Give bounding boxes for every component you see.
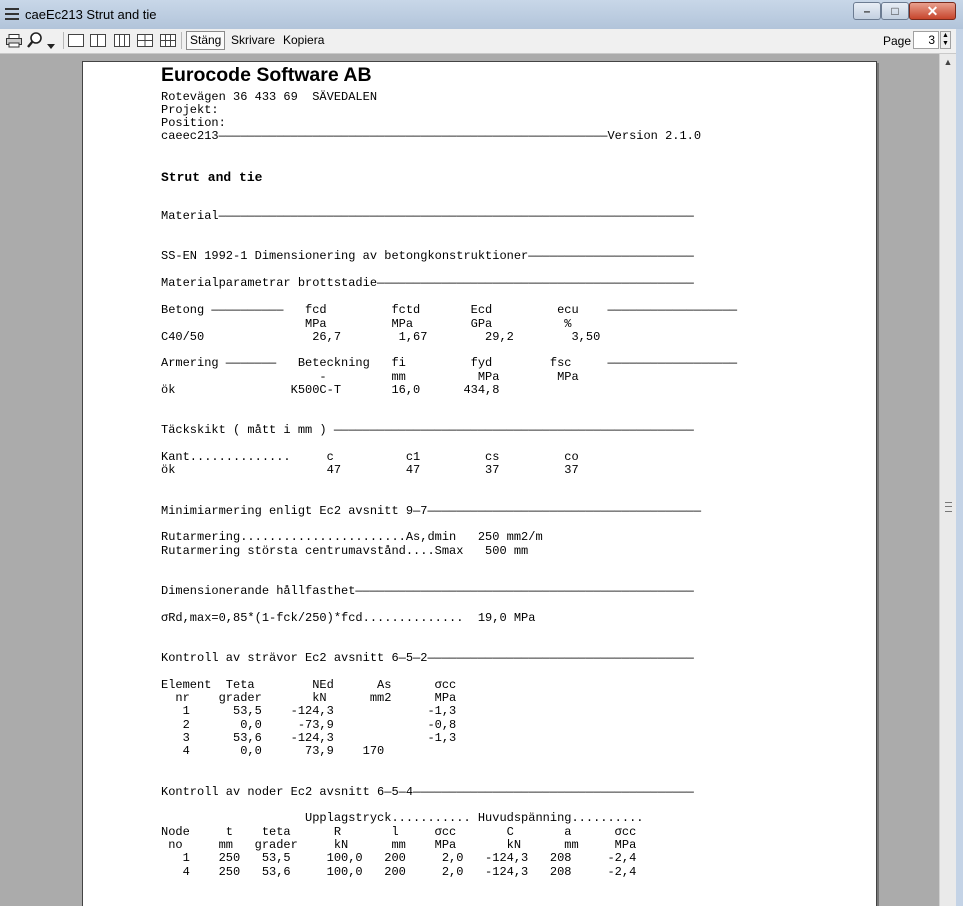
strength-heading: Dimensionerande hållfasthet——————————————————————————————————————————————— <box>161 584 694 598</box>
rebar-header: Armering ——————— Beteckning fi fyd fsc —————————————————— <box>161 356 738 370</box>
three-page-icon[interactable] <box>114 34 130 47</box>
page-spinner[interactable] <box>940 31 951 49</box>
toolbar <box>0 29 963 54</box>
one-page-icon[interactable] <box>68 34 84 47</box>
four-page-icon[interactable] <box>137 34 153 47</box>
close-preview-button[interactable]: Stäng <box>186 31 225 50</box>
cover-heading: Täckskikt ( mått i mm ) —————————————————————————————————————————————————— <box>161 423 694 437</box>
nodes-heading: Kontroll av noder Ec2 avsnitt 6—5—4——————————————————————————————————————— <box>161 785 694 799</box>
printer-button[interactable]: Skrivare <box>231 33 276 47</box>
project-label: Projekt: <box>161 103 219 117</box>
nodes-header: Node t teta R l σcc C a σcc <box>161 825 637 839</box>
cover-header: Kant.............. c c1 cs co <box>161 450 579 464</box>
close-window-button[interactable] <box>909 2 956 20</box>
page-number-input[interactable]: 3 <box>913 31 939 49</box>
concrete-header: Betong —————————— fcd fctd Ecd ecu —————————————————— <box>161 303 738 317</box>
zoom-icon[interactable] <box>27 32 43 48</box>
dropdown-arrow-icon[interactable] <box>47 36 55 42</box>
preview-area <box>0 54 939 906</box>
program-version-line: caeec213——————————————————————————————————————————————————————Version 2.1.0 <box>161 129 702 143</box>
nodes-units: no mm grader kN mm MPa kN mm MPa <box>161 838 637 852</box>
params-heading: Materialparametrar brottstadie———————————————————————————————————————————— <box>161 276 694 290</box>
struts-units: nr grader kN mm2 MPa <box>161 691 457 705</box>
toolbar-separator <box>63 32 64 49</box>
cover-values: ök 47 47 37 37 <box>161 463 579 477</box>
standard-heading: SS-EN 1992-1 Dimensionering av betongkonstruktioner——————————————————————— <box>161 249 694 263</box>
window-title: caeEc213 Strut and tie <box>25 7 157 22</box>
concrete-units: MPa MPa GPa % <box>161 317 572 331</box>
nodes-group-header: Upplagstryck........... Huvudspänning.......... <box>161 811 644 825</box>
table-row: 1 250 53,5 100,0 200 2,0 -124,3 208 -2,4 <box>161 851 637 865</box>
minreinf-row: Rutarmering största centrumavstånd....Smax 500 mm <box>161 544 529 558</box>
minreinf-row: Rutarmering.......................As,dmin 250 mm2/m <box>161 530 543 544</box>
minimize-button[interactable] <box>853 2 881 20</box>
company-address: Rotevägen 36 433 69 SÄVEDALEN <box>161 90 378 104</box>
position-label: Position: <box>161 116 226 130</box>
page-label: Page <box>883 34 912 48</box>
close-icon: ✕ <box>926 3 939 19</box>
minimize-icon: – <box>863 4 871 18</box>
title-bar <box>0 0 963 30</box>
minreinf-heading: Minimiarmering enligt Ec2 avsnitt 9—7—————————————————————————————————————— <box>161 504 702 518</box>
table-row: 1 53,5 -124,3 -1,3 <box>161 704 457 718</box>
app-icon <box>5 8 19 20</box>
window-frame <box>956 29 963 906</box>
material-heading: Material—————————————————————————————————————————————————————————————————— <box>161 209 694 223</box>
struts-header: Element Teta NEd As σcc <box>161 678 457 692</box>
vertical-scrollbar[interactable] <box>939 54 957 906</box>
print-icon[interactable] <box>6 34 22 47</box>
rebar-values: ök K500C-T 16,0 434,8 <box>161 383 500 397</box>
strength-row: σRd,max=0,85*(1-fck/250)*fcd.............. 19,0 MPa <box>161 611 536 625</box>
rebar-units: - mm MPa MPa <box>161 370 579 384</box>
copy-button[interactable]: Kopiera <box>283 33 325 47</box>
scroll-grip-icon[interactable] <box>945 502 952 512</box>
table-row: 4 0,0 73,9 170 <box>161 744 385 758</box>
company-name: Eurocode Software AB <box>161 64 372 86</box>
maximize-button[interactable] <box>881 2 909 20</box>
six-page-icon[interactable] <box>160 34 176 47</box>
toolbar-separator <box>181 32 182 49</box>
table-row: 3 53,6 -124,3 -1,3 <box>161 731 457 745</box>
table-row: 2 0,0 -73,9 -0,8 <box>161 718 457 732</box>
spin-down-icon[interactable]: ▼ <box>942 40 949 47</box>
spin-up-icon[interactable]: ▲ <box>942 32 949 39</box>
scroll-up-icon[interactable]: ▲ <box>943 57 953 67</box>
document-page <box>82 61 877 906</box>
two-page-icon[interactable] <box>90 34 106 47</box>
section-title: Strut and tie <box>161 170 263 185</box>
table-row: 4 250 53,6 100,0 200 2,0 -124,3 208 -2,4 <box>161 865 637 879</box>
maximize-icon: □ <box>891 4 899 18</box>
struts-heading: Kontroll av strävor Ec2 avsnitt 6—5—2————————————————————————————————————— <box>161 651 694 665</box>
concrete-values: C40/50 26,7 1,67 29,2 3,50 <box>161 330 601 344</box>
